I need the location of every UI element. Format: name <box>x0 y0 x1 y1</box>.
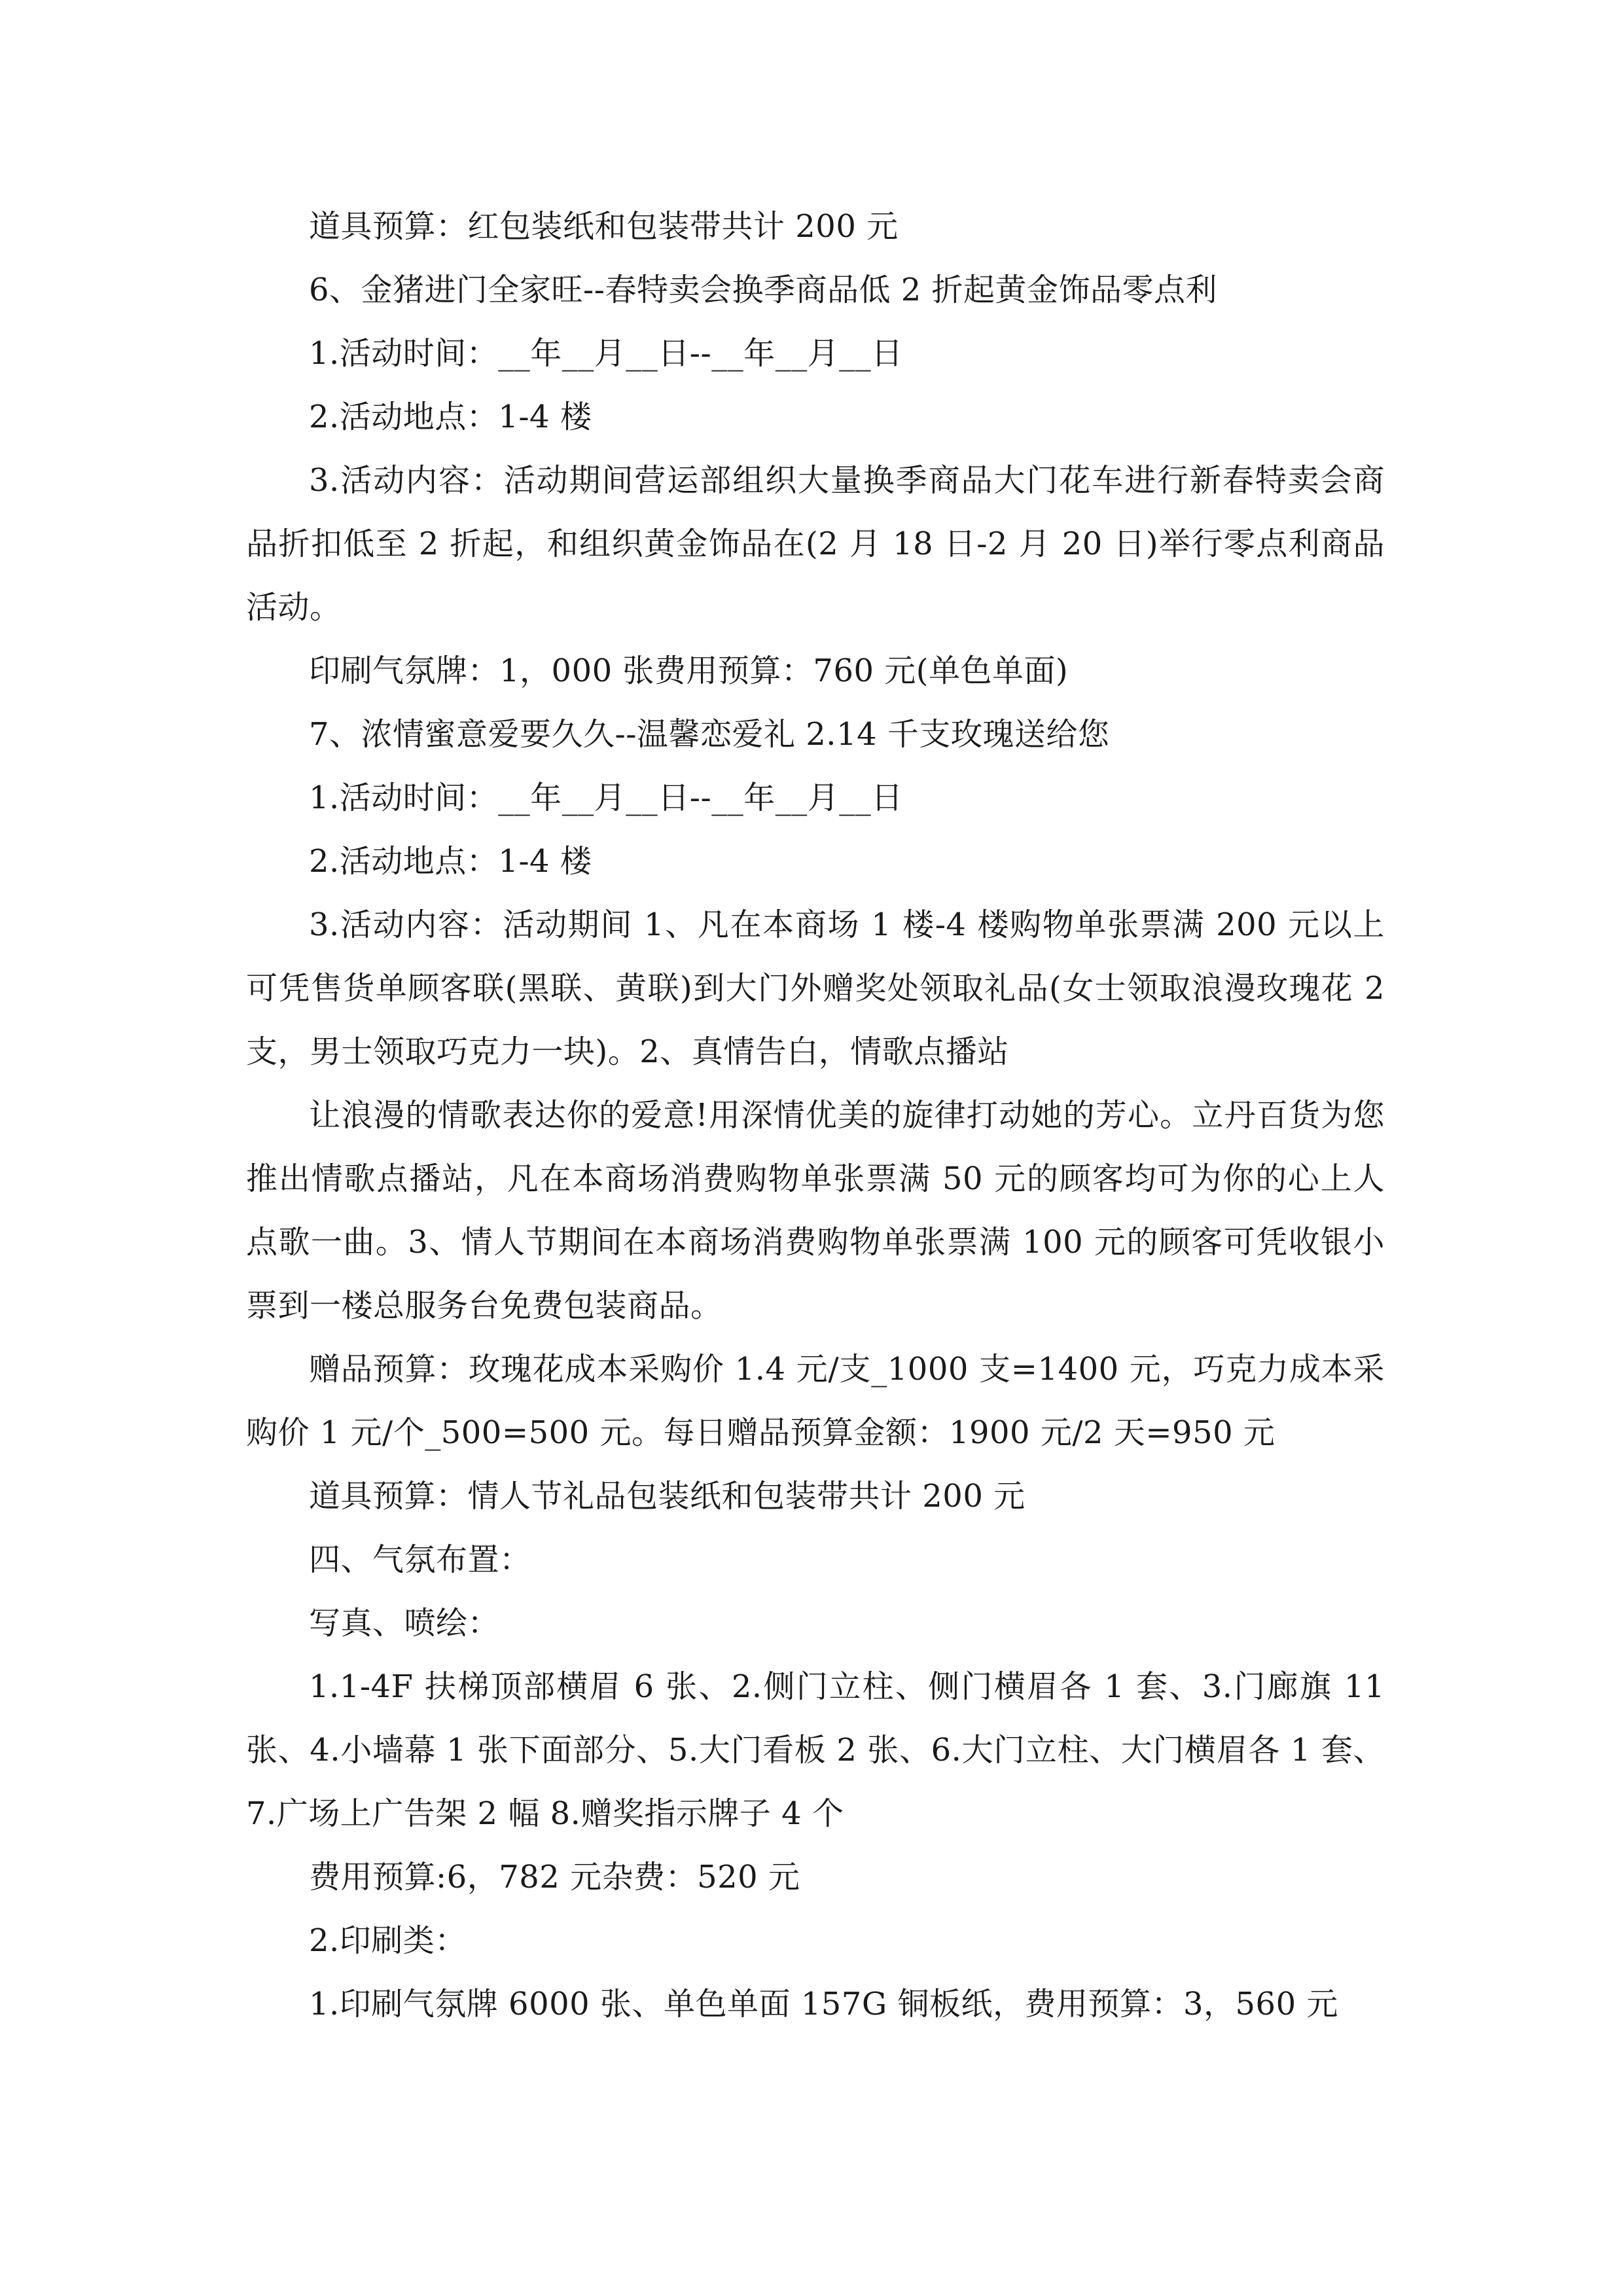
paragraph: 让浪漫的情歌表达你的爱意!用深情优美的旋律打动她的芳心。立丹百货为您推出情歌点播站，凡在本商场消费购物单张票满 50 元的顾客均可为你的心上人点歌一曲。3、情人节期间在本商场消费购物单张票满 100 元的顾客可凭收银小票到一楼总服务台免费包装商品。 <box>246 1097 1385 1324</box>
paragraph: 道具预算：红包装纸和包装带共计 200 元 <box>309 208 899 245</box>
paragraph: 3.活动内容：活动期间营运部组织大量换季商品大门花车进行新春特卖会商品折扣低至 2 折起，和组织黄金饰品在(2 月 18 日-2 月 20 日)举行零点利商品活动。 <box>246 462 1385 626</box>
paragraph: 1.活动时间：__年__月__日--__年__月__日 <box>309 335 903 372</box>
paragraph: 3.活动内容：活动期间 1、凡在本商场 1 楼-4 楼购物单张票满 200 元以上可凭售货单顾客联(黑联、黄联)到大门外赠奖处领取礼品(女士领取浪漫玫瑰花 2 支，男士领取巧克力一块)。2、真情告白，情歌点播站 <box>246 906 1385 1070</box>
section-heading: 四、气氛布置： <box>309 1541 531 1578</box>
paragraph: 2.活动地点：1-4 楼 <box>309 843 592 880</box>
document-body <box>246 195 1385 2036</box>
paragraph: 印刷气氛牌：1，000 张费用预算：760 元(单色单面) <box>309 653 1069 689</box>
paragraph: 费用预算:6，782 元杂费：520 元 <box>309 1859 800 1895</box>
paragraph: 1.活动时间：__年__月__日--__年__月__日 <box>309 780 903 816</box>
paragraph: 2.印刷类： <box>309 1922 467 1959</box>
paragraph: 2.活动地点：1-4 楼 <box>309 399 592 435</box>
paragraph: 1.1-4F 扶梯顶部横眉 6 张、2.侧门立柱、侧门横眉各 1 套、3.门廊旗 11 张、4.小墙幕 1 张下面部分、5.大门看板 2 张、6.大门立柱、大门横眉各 1 套、7.广场上广告架 2 幅 8.赠奖指示牌子 4 个 <box>246 1668 1385 1832</box>
paragraph: 7、浓情蜜意爱要久久--温馨恋爱礼 2.14 千支玫瑰送给您 <box>309 716 1110 753</box>
paragraph: 1.印刷气氛牌 6000 张、单色单面 157G 铜板纸，费用预算：3，560 元 <box>309 1986 1338 2022</box>
paragraph: 道具预算：情人节礼品包装纸和包装带共计 200 元 <box>309 1478 1026 1515</box>
paragraph: 写真、喷绘： <box>309 1605 500 1641</box>
paragraph: 6、金猪进门全家旺--春特卖会换季商品低 2 折起黄金饰品零点利 <box>309 272 1218 308</box>
paragraph: 赠品预算：玫瑰花成本采购价 1.4 元/支_1000 支=1400 元，巧克力成本采购价 1 元/个_500=500 元。每日赠品预算金额：1900 元/2 天=950 元 <box>246 1351 1385 1451</box>
